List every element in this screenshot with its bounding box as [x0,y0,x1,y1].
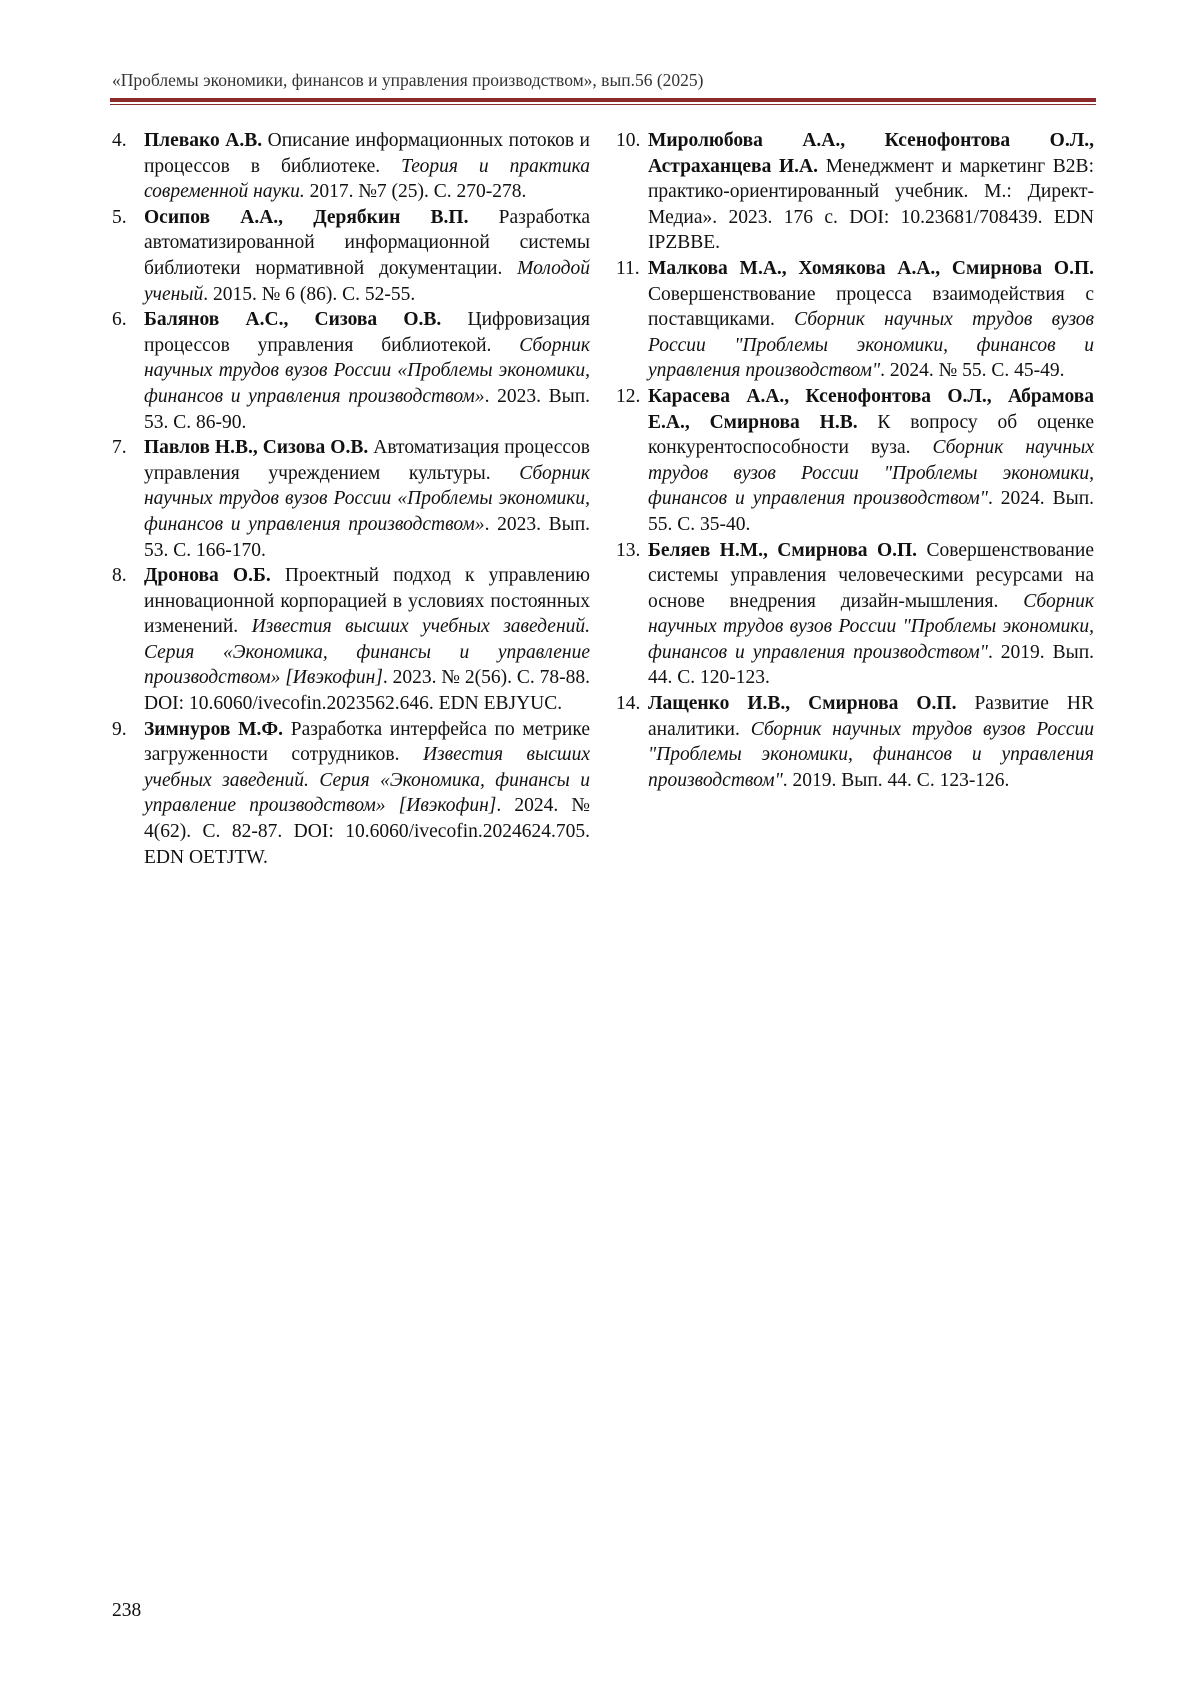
reference-item [112,435,590,563]
reference-source: Известия высших учебных заведений. Серия «Экономика, финансы и управление производством» [Ивэкофин] [144,744,590,817]
reference-number: 11. [616,257,640,279]
reference-title: Развитие HR аналитики. [648,693,1094,740]
reference-title: К вопросу об оценке конкурентоспособности вуза. [648,411,1094,459]
reference-item [616,128,1094,256]
reference-number: 8. [112,565,127,587]
reference-title: Совершенствование системы управления человеческими ресурсами на основе внедрения дизайн-мышления. [648,539,1094,612]
reference-authors: Лащенко И.В., Смирнова О.П. [648,693,957,715]
reference-title: Описание информационных потоков и процессов в библиотеке. [144,130,590,177]
reference-title: Менеджмент и маркетинг B2B: практико-ориентированный учебник. М.: Директ-Медиа». 2023. 176 с. DOI: 10.23681/708439. EDN IPZBBE. [648,155,1094,254]
reference-number: 14. [616,693,641,715]
reference-authors: Беляев Н.М., Смирнова О.П. [648,539,918,561]
reference-authors: Плевако А.В. [144,130,263,151]
reference-details: . 2024. № 55. С. 45-49. [880,360,1065,382]
reference-authors: Осипов А.А., Дерябкин В.П. [144,206,469,228]
reference-title: Разработка интерфейса по метрике загруженности сотрудников. [144,718,590,766]
reference-details: . 2019. Вып. 44. С. 120-123. [648,641,1094,689]
reference-number: 6. [112,309,127,331]
reference-text [144,205,590,307]
reference-text [144,435,590,563]
reference-number: 12. [616,385,641,407]
reference-source: Молодой ученый [144,257,590,305]
reference-text [144,128,590,205]
reference-details: . 2024. № 4(62). С. 82-87. DOI: 10.6060/ivecofin.2024624.705. EDN OETJTW. [144,795,590,868]
reference-title: Цифровизация процессов управления библиотекой. [144,309,590,356]
reference-item [112,307,590,435]
reference-text [144,307,590,435]
reference-source: Сборник научных трудов вузов России "Проблемы экономики, финансов и управления производством" [648,590,1094,663]
reference-item [616,384,1094,538]
reference-number: 4. [112,130,127,151]
reference-source: Теория и практика современной науки. [144,155,590,203]
reference-source: Сборник научных трудов вузов России «Проблемы экономики, финансов и управления производством» [144,334,590,407]
reference-title: Совершенствование процесса взаимодействия с поставщиками. [648,283,1094,331]
header-rule-thin [110,104,1096,105]
reference-text [144,563,590,717]
reference-item [112,563,590,717]
reference-authors: Зимнуров М.Ф. [144,718,284,740]
running-header: «Проблемы экономики, финансов и управления производством», вып.56 (2025) [112,70,704,90]
reference-number: 7. [112,437,127,459]
reference-item [616,256,1094,384]
reference-item [112,205,590,307]
reference-details: . 2023. Вып. 53. С. 166-170. [144,513,590,561]
reference-source: Сборник научных трудов вузов России "Проблемы экономики, финансов и управления производством" [648,437,1094,510]
reference-text [648,691,1094,793]
reference-item [616,538,1094,692]
header-rule-thick [110,98,1096,102]
reference-authors: Балянов А.С., Сизова О.В. [144,309,442,331]
reference-title: Автоматизация процессов управления учреждением культуры. [144,437,590,484]
reference-source: Сборник научных трудов вузов России "Проблемы экономики, финансов и управления производством" [648,309,1095,382]
reference-text [648,128,1094,256]
reference-number: 13. [616,539,641,561]
reference-authors: Карасева А.А., Ксенофонтова О.Л., Абрамова Е.А., Смирнова Н.В. [648,385,1094,433]
reference-text [648,256,1094,384]
reference-details: . 2024. Вып. 55. С. 35-40. [648,488,1094,535]
reference-authors: Павлов Н.В., Сизова О.В. [144,437,369,459]
reference-source: Сборник научных трудов вузов России «Проблемы экономики, финансов и управления производством» [144,462,590,535]
reference-item [112,128,590,205]
reference-number: 9. [112,718,127,740]
reference-authors: Миролюбова А.А., Ксенофонтова О.Л., Астраханцева И.А. [648,130,1094,177]
reference-details: . 2023. № 2(56). С. 78-88. DOI: 10.6060/ivecofin.2023562.646. EDN EBJYUC. [144,667,591,715]
reference-details: . 2019. Вып. 44. С. 123-126. [782,769,1010,791]
reference-title: Проектный подход к управлению инновационной корпорацией в условиях постоянных изменений. [144,565,590,638]
reference-details: . 2023. Вып. 53. С. 86-90. [144,385,590,433]
reference-authors: Дронова О.Б. [144,565,271,587]
references-right-column [616,128,1094,793]
reference-title: Разработка автоматизированной информационной системы библиотеки нормативной документации. [144,206,590,279]
reference-details: 2017. №7 (25). С. 270-278. [304,181,527,203]
reference-text [144,717,590,871]
reference-text [648,538,1094,692]
reference-number: 5. [112,206,127,228]
page-number: 238 [112,1600,142,1621]
reference-number: 10. [616,130,641,151]
references-left-column [112,128,590,870]
reference-details: . 2015. № 6 (86). С. 52-55. [203,283,416,305]
reference-source: Известия высших учебных заведений. Серия «Экономика, финансы и управление производством» [Ивэкофин] [144,616,590,689]
reference-item [616,691,1094,793]
reference-item [112,717,590,871]
reference-text [648,384,1094,538]
reference-authors: Малкова М.А., Хомякова А.А., Смирнова О.П. [648,257,1094,279]
reference-source: Сборник научных трудов вузов России "Проблемы экономики, финансов и управления производством" [648,718,1095,791]
